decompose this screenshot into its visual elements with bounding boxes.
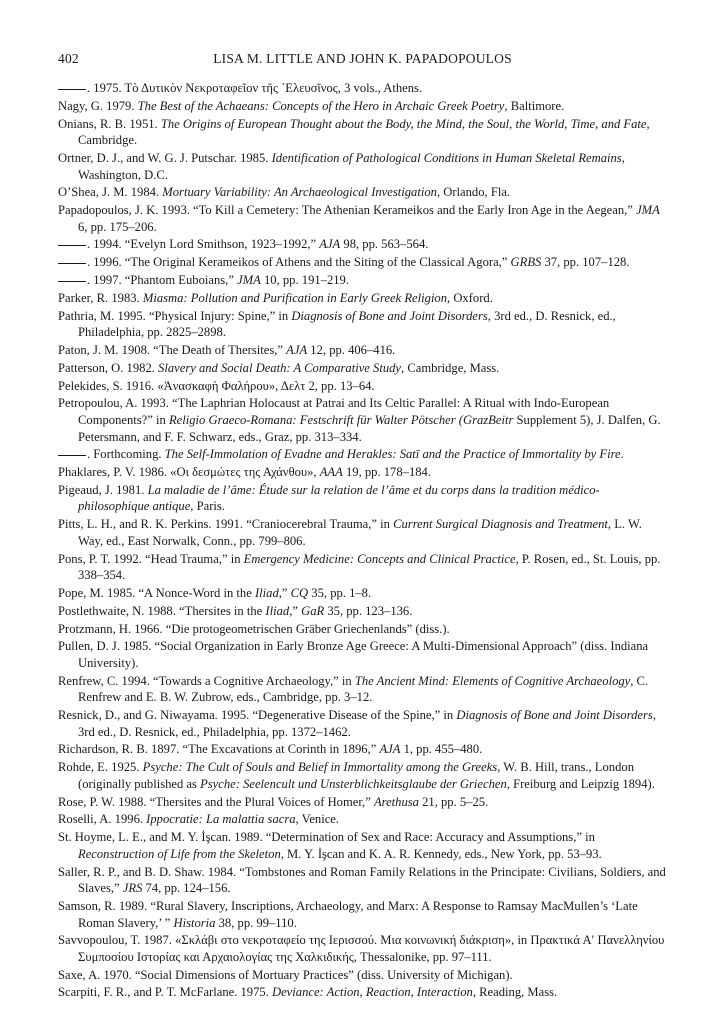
reference-entry: [58, 272, 667, 289]
reference-entry: [58, 759, 667, 792]
reference-text: . 1975. Τὸ Δυτικὸν Νεκροταφεῖον τῆς ᾽Ελευσῖνος, 3 vols., Athens.: [87, 81, 423, 95]
reference-italic-text: Religio Graeco-Romana: Festschrift für Walter Pötscher (GrazBeitr: [168, 412, 514, 427]
reference-italic-text: Identification of Pathological Conditions in Human Skeletal Remains: [271, 150, 622, 165]
reference-entry: [58, 984, 667, 1001]
reference-text: 6, pp. 175–206.: [78, 219, 157, 234]
reference-italic-text: Emergency Medicine: Concepts and Clinical Practice: [243, 551, 516, 566]
reference-text: Phaklares, P. V. 1986. «Οι δεσμώτες της Αχάνθου»,: [58, 465, 320, 480]
reference-text: 10, pp. 191–219.: [260, 273, 349, 288]
bibliography-list: [58, 80, 667, 1002]
reference-italic-text: AAA: [319, 465, 343, 480]
reference-text: , P. Rosen, ed., St. Louis, pp. 338–354.: [78, 551, 661, 583]
reference-entry: [58, 395, 667, 445]
reference-text: Samson, R. 1989. “Rural Slavery, Inscriptions, Archaeology, and Marx: A Response to Ramsay MacMullen’s ‘Late Roman Slavery,’ ”: [58, 898, 638, 930]
reference-italic-text: Current Surgical Diagnosis and Treatment: [393, 517, 608, 532]
reference-text: , C. Renfrew and E. B. W. Zubrow, eds., Cambridge, pp. 3–12.: [78, 673, 649, 705]
reference-text: Pigeaud, J. 1981.: [58, 482, 148, 497]
reference-text: Pullen, D. J. 1985. “Social Organization in Early Bronze Age Greece: A Multi-Dimensional Approach” (diss. Indiana University).: [58, 639, 649, 670]
reference-text: Pelekides, S. 1916. «Ἀνασκαφὴ Φαλήρου», Δελτ 2, pp. 13–64.: [58, 378, 375, 393]
reference-entry: [58, 864, 667, 897]
repeated-author-dash: [58, 245, 86, 246]
reference-entry: [58, 707, 667, 740]
reference-text: Savvopoulou, T. 1987. «Σκλάβι στο νεκροταφείο της Ιερισσού. Μια κοινωνική διάκριση», in Πρακτικά Α′ Πανελληνίου Συμποσίου Ιστορίας και Αρχαιολογίας της Χαλκιδικής, Thessalonike, pp. 97–111.: [58, 933, 665, 964]
reference-italic-text: Ippocratie: La malattia sacra: [146, 812, 296, 827]
reference-entry: [58, 482, 667, 515]
reference-entry: [58, 254, 667, 271]
reference-entry: [58, 551, 667, 584]
reference-italic-text: JRS: [122, 881, 143, 896]
reference-entry: [58, 308, 667, 341]
reference-text: , Cambridge.: [78, 116, 650, 148]
reference-italic-text: Arethusa: [373, 794, 419, 809]
reference-text: 21, pp. 5–25.: [418, 794, 489, 809]
reference-text: Supplement 5), J. Dalfen, G. Petersmann, and F. F. Schwarz, eds., Graz, pp. 313–334.: [78, 412, 661, 444]
reference-text: , Cambridge, Mass.: [401, 360, 500, 375]
reference-italic-text: JMA: [237, 273, 261, 288]
reference-text: 19, pp. 178–184.: [342, 465, 431, 480]
reference-entry: [58, 741, 667, 758]
reference-italic-text: The Best of the Achaeans: Concepts of the Hero in Archaic Greek Poetry: [137, 98, 505, 113]
reference-text: Ortner, D. J., and W. G. J. Putschar. 1985.: [58, 150, 272, 165]
reference-italic-text: Reconstruction of Life from the Skeleton: [78, 846, 281, 861]
repeated-author-dash: [58, 263, 86, 264]
reference-text: 1, pp. 455–480.: [400, 742, 483, 757]
reference-text: 37, pp. 107–128.: [541, 255, 630, 270]
reference-text: . 1997. “Phantom Euboians,”: [87, 273, 238, 288]
reference-entry: [58, 898, 667, 931]
reference-text: 35, pp. 1–8.: [308, 585, 372, 600]
reference-entry: [58, 290, 667, 307]
reference-text: Richardson, R. B. 1897. “The Excavations at Corinth in 1896,”: [58, 742, 380, 757]
reference-italic-text: AJA: [286, 342, 308, 357]
reference-entry: [58, 184, 667, 201]
reference-text: O’Shea, J. M. 1984.: [58, 185, 163, 200]
reference-text: ,”: [289, 603, 302, 618]
repeated-author-dash: [58, 281, 86, 282]
reference-text: Pope, M. 1985. “A Nonce-Word in the: [58, 585, 255, 600]
reference-italic-text: Diagnosis of Bone and Joint Disorders: [456, 708, 653, 723]
reference-entry: [58, 603, 667, 620]
reference-italic-text: Slavery and Social Death: A Comparative Study: [158, 360, 402, 375]
reference-entry: [58, 98, 667, 115]
reference-italic-text: The Origins of European Thought about the Body, the Mind, the Soul, the World, Time, and Fate: [160, 116, 647, 131]
reference-text: Papadopoulos, J. K. 1993. “To Kill a Cemetery: The Athenian Kerameikos and the Early Iron Age in the Aegean,”: [58, 203, 637, 218]
running-head-authors: LISA M. LITTLE AND JOHN K. PAPADOPOULOS: [213, 51, 512, 66]
reference-text: 38, pp. 99–110.: [215, 915, 297, 930]
reference-entry: [58, 446, 667, 463]
reference-entry: [58, 811, 667, 828]
reference-text: , Venice.: [295, 812, 340, 827]
reference-entry: [58, 794, 667, 811]
reference-text: Protzmann, H. 1966. “Die protogeometrischen Gräber Griechenlands” (diss.).: [58, 621, 450, 636]
reference-entry: [58, 236, 667, 253]
reference-text: , Paris.: [190, 499, 225, 514]
reference-italic-text: CQ: [290, 585, 309, 600]
reference-text: Pons, P. T. 1992. “Head Trauma,” in: [58, 551, 244, 566]
reference-text: . 1994. “Evelyn Lord Smithson, 1923–1992,”: [87, 237, 320, 252]
reference-text: , M. Y. İşcan and K. A. R. Kennedy, eds., New York, pp. 53–93.: [280, 846, 602, 861]
reference-text: 98, pp. 563–564.: [340, 237, 429, 252]
reference-text: St. Hoyme, L. E., and M. Y. İşcan. 1989. “Determination of Sex and Race: Accuracy and Assumptions,” in: [58, 830, 595, 845]
reference-entry: [58, 673, 667, 706]
reference-italic-text: Diagnosis of Bone and Joint Disorders: [291, 308, 488, 323]
reference-italic-text: Mortuary Variability: An Archaeological Investigation: [162, 185, 437, 200]
reference-italic-text: Miasma: Pollution and Purification in Early Greek Religion: [142, 290, 448, 305]
reference-text: Resnick, D., and G. Niwayama. 1995. “Degenerative Disease of the Spine,” in: [58, 708, 457, 723]
reference-italic-text: The Ancient Mind: Elements of Cognitive Archaeology: [354, 673, 631, 688]
reference-text: , W. B. Hill, trans., London (originally published as: [78, 760, 634, 791]
reference-italic-text: GRBS: [510, 255, 542, 270]
reference-entry: [58, 967, 667, 984]
reference-entry: [58, 116, 667, 149]
reference-text: , Freiburg and Leipzig 1894).: [506, 776, 655, 791]
reference-italic-text: Iliad: [254, 585, 279, 600]
reference-italic-text: La maladie de l’âme: Étude sur la relation de l’âme et du corps dans la tradition médico-philosophique antique: [78, 482, 600, 514]
reference-text: , Oxford.: [447, 290, 493, 305]
reference-text: Postlethwaite, N. 1988. “Thersites in the: [58, 603, 266, 618]
reference-text: Nagy, G. 1979.: [58, 98, 138, 113]
reference-italic-text: Deviance: Action, Reaction, Interaction: [272, 985, 473, 1000]
reference-text: 74, pp. 124–156.: [142, 881, 231, 896]
reference-text: , 3rd ed., D. Resnick, ed., Philadelphia, pp. 1372–1462.: [78, 708, 656, 739]
reference-text: ,”: [278, 585, 291, 600]
reference-entry: [58, 829, 667, 862]
reference-text: , Baltimore.: [504, 98, 565, 113]
reference-text: Rose, P. W. 1988. “Thersites and the Plural Voices of Homer,”: [58, 794, 374, 809]
reference-italic-text: AJA: [319, 237, 341, 252]
reference-text: . 1996. “The Original Kerameikos of Athens and the Siting of the Classical Agora,”: [87, 255, 511, 270]
reference-entry: [58, 360, 667, 377]
reference-text: Patterson, O. 1982.: [58, 360, 159, 375]
reference-entry: [58, 464, 667, 481]
page-number: 402: [58, 51, 79, 66]
reference-text: .: [620, 447, 624, 462]
reference-text: , Washington, D.C.: [78, 150, 625, 182]
reference-entry: [58, 585, 667, 602]
reference-italic-text: GaR: [301, 603, 325, 618]
reference-text: Pathria, M. 1995. “Physical Injury: Spine,” in: [58, 308, 292, 323]
reference-entry: [58, 638, 667, 671]
reference-text: Petropoulou, A. 1993. “The Laphrian Holocaust at Patrai and Its Celtic Parallel: A Ritual with Indo-European Components?” in: [58, 396, 610, 427]
reference-entry: [58, 150, 667, 183]
reference-entry: [58, 342, 667, 359]
repeated-author-dash: [58, 89, 86, 90]
reference-text: Scarpiti, F. R., and P. T. McFarlane. 1975.: [58, 985, 272, 1000]
reference-italic-text: Psyche: Seelencult und Unsterblichkeitsglaube der Griechen: [200, 776, 507, 791]
reference-entry: [58, 202, 667, 235]
reference-entry: [58, 932, 667, 965]
reference-text: Roselli, A. 1996.: [58, 812, 147, 827]
reference-entry: [58, 516, 667, 549]
reference-entry: [58, 621, 667, 638]
reference-text: Saxe, A. 1970. “Social Dimensions of Mortuary Practices” (diss. University of Michigan).: [58, 967, 513, 982]
reference-italic-text: Psyche: The Cult of Souls and Belief in Immortality among the Greeks: [142, 760, 498, 775]
reference-text: Rohde, E. 1925.: [58, 760, 143, 775]
running-header: [58, 51, 667, 71]
reference-text: Paton, J. M. 1908. “The Death of Thersites,”: [58, 342, 287, 357]
reference-text: Pitts, L. H., and R. K. Perkins. 1991. “Craniocerebral Trauma,” in: [58, 517, 394, 532]
reference-italic-text: Historia: [173, 915, 216, 930]
reference-text: , 3rd ed., D. Resnick, ed., Philadelphia, pp. 2825–2898.: [78, 308, 616, 340]
reference-text: Renfrew, C. 1994. “Towards a Cognitive Archaeology,” in: [58, 673, 355, 688]
reference-text: , Reading, Mass.: [472, 985, 558, 1000]
repeated-author-dash: [58, 455, 86, 456]
reference-text: , L. W. Way, ed., East Norwalk, Conn., pp. 799–806.: [78, 517, 642, 548]
reference-text: Onians, R. B. 1951.: [58, 116, 161, 131]
reference-text: . Forthcoming.: [87, 447, 165, 462]
reference-text: 12, pp. 406–416.: [307, 342, 396, 357]
reference-text: 35, pp. 123–136.: [324, 603, 413, 618]
reference-italic-text: The Self-Immolation of Evadne and Herakles: Satī and the Practice of Immortality by Fire: [164, 447, 621, 462]
reference-text: , Orlando, Fla.: [436, 185, 511, 200]
reference-italic-text: Iliad: [265, 603, 290, 618]
reference-entry: [58, 378, 667, 395]
reference-italic-text: AJA: [379, 742, 401, 757]
reference-text: Saller, R. P., and B. D. Shaw. 1984. “Tombstones and Roman Family Relations in the Principate: Civilians, Soldiers, and Slaves,”: [58, 864, 666, 896]
reference-text: Parker, R. 1983.: [58, 290, 143, 305]
reference-italic-text: JMA: [636, 203, 660, 218]
reference-entry: [58, 80, 667, 97]
